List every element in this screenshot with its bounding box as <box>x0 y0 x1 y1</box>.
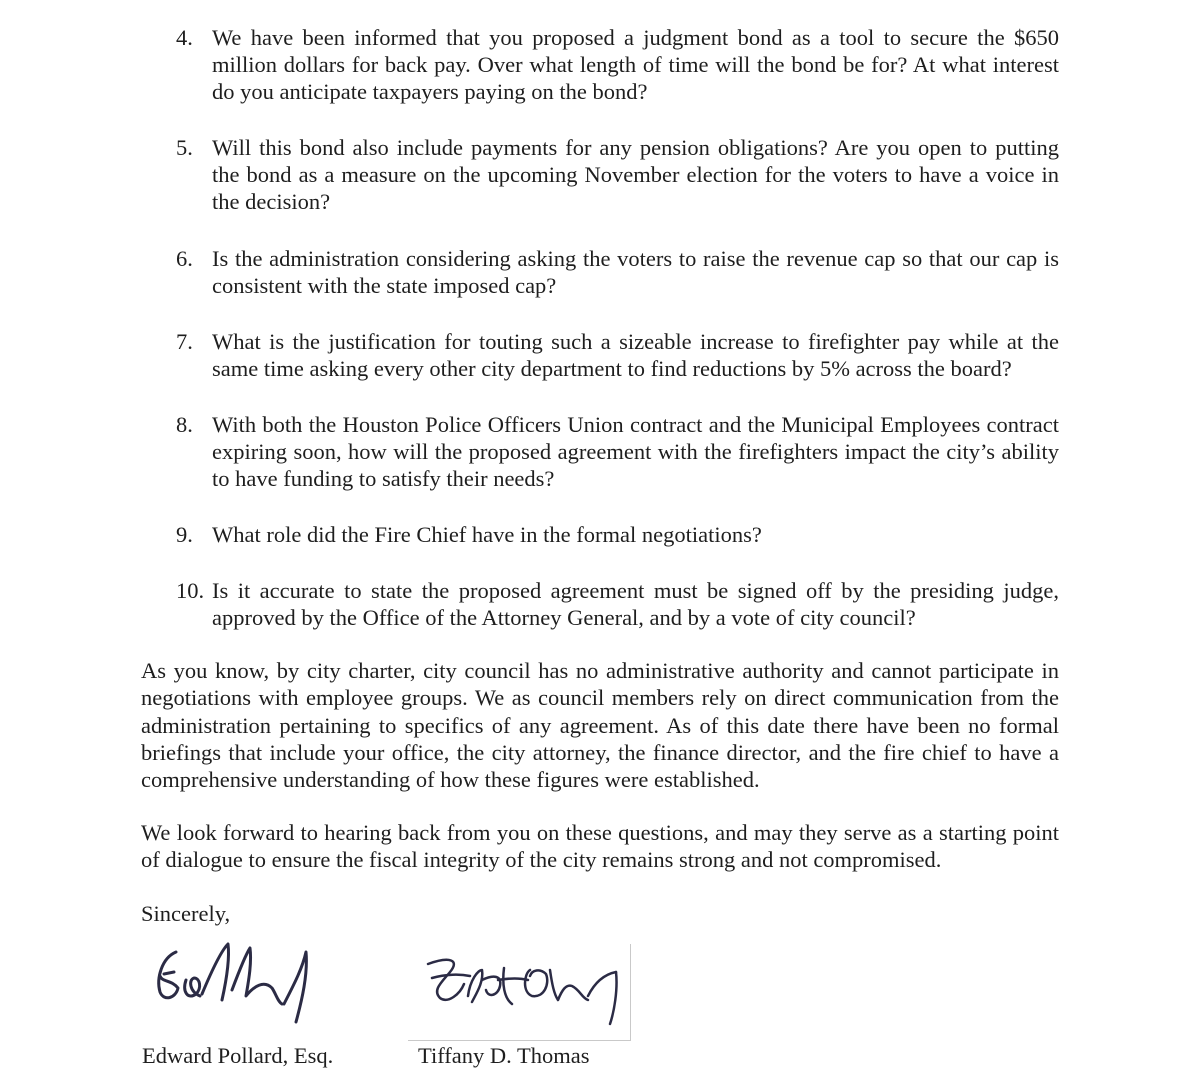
question-text: Is it accurate to state the proposed agreement must be signed off by the presiding judge, approved by the Office of the Attorney General, and by a vote of city council? <box>212 578 1059 630</box>
signatory-name: Edward Pollard, Esq. <box>142 1043 334 1068</box>
question-number: 8. <box>176 412 193 437</box>
signatory-name: Tiffany D. Thomas <box>418 1043 590 1068</box>
question-number: 5. <box>176 135 193 160</box>
question-number: 6. <box>176 246 193 271</box>
body-paragraph: As you know, by city charter, city council has no administrative authority and cannot participate in negotiations with employee groups. We as council members rely on direct communication from the administration pertaining to specifics of any agreement. As of this date there have been no formal briefings that include your office, the city attorney, the finance director, and the fire chief to have a comprehensive understanding of how these figures were established. <box>141 658 1059 793</box>
question-text: What role did the Fire Chief have in the formal negotiations? <box>212 522 762 547</box>
closing-salutation: Sincerely, <box>141 901 231 926</box>
question-number: 9. <box>176 522 193 547</box>
signature-tiffany-thomas <box>420 950 630 1030</box>
question-number: 4. <box>176 25 193 50</box>
question-text: Will this bond also include payments for any pension obligations? Are you open to putting the bond as a measure on the upcoming November election for the voters to have a voice in the decision? <box>212 135 1059 214</box>
question-text: With both the Houston Police Officers Union contract and the Municipal Employees contract expiring soon, how will the proposed agreement with the firefighters impact the city’s ability to have funding to satisfy their needs? <box>212 412 1059 491</box>
question-text: What is the justification for touting such a sizeable increase to firefighter pay while at the same time asking every other city department to find reductions by 5% across the board? <box>212 329 1059 381</box>
question-text: Is the administration considering asking the voters to raise the revenue cap so that our cap is consistent with the state imposed cap? <box>212 246 1059 298</box>
question-number: 7. <box>176 329 193 354</box>
body-paragraph: We look forward to hearing back from you on these questions, and may they serve as a starting point of dialogue to ensure the fiscal integrity of the city remains strong and not compromised. <box>141 820 1059 873</box>
signature-edward-pollard <box>142 930 322 1030</box>
question-text: We have been informed that you proposed a judgment bond as a tool to secure the $650 million dollars for back pay. Over what length of time will the bond be for? At what interest do you anticipate taxpayers paying on the bond? <box>212 25 1059 104</box>
question-number: 10. <box>176 578 205 603</box>
